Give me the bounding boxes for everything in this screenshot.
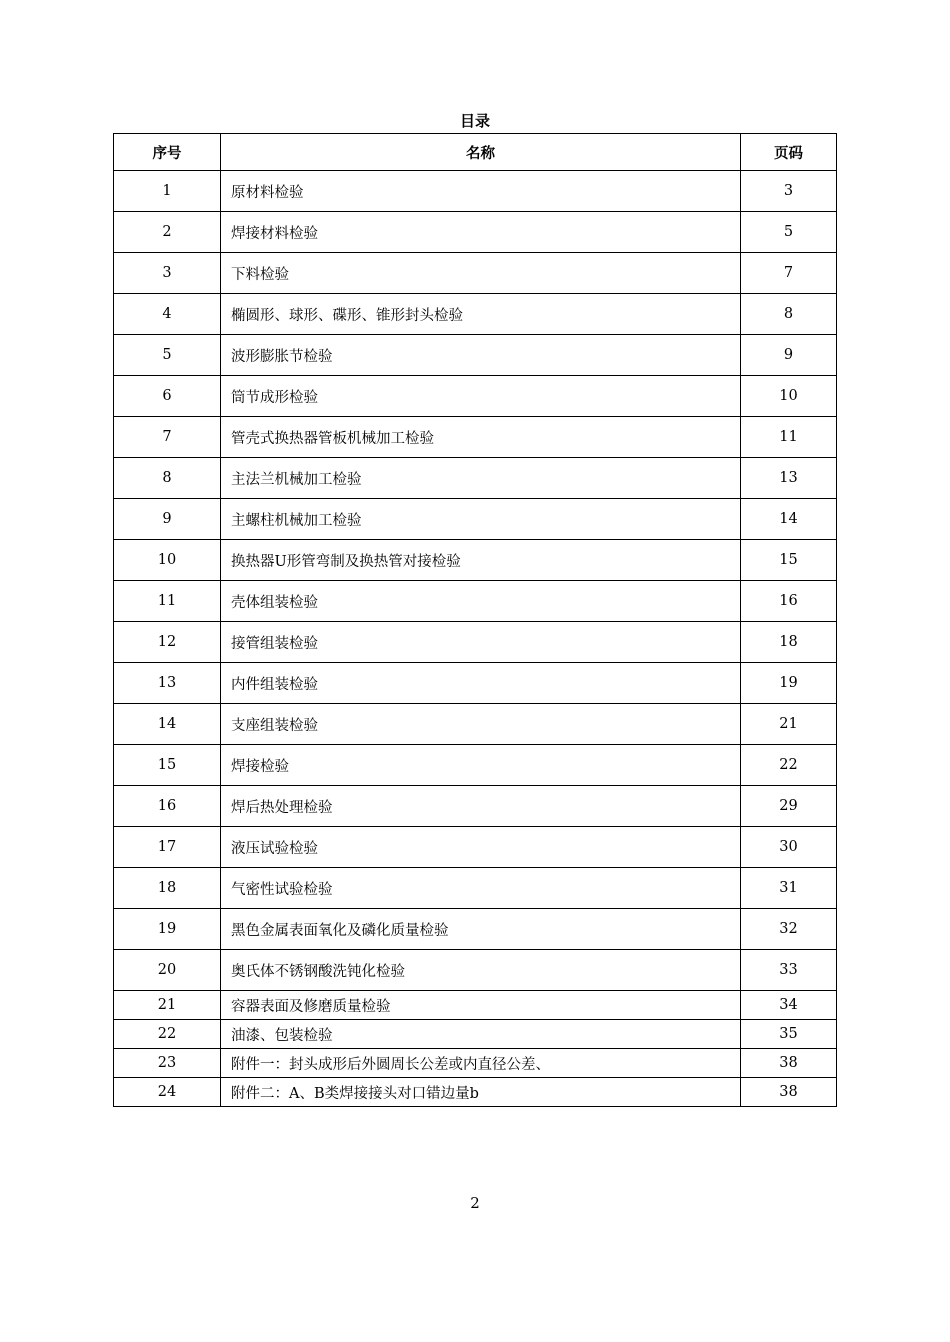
row-page: 16 <box>741 581 837 622</box>
toc-body <box>114 171 837 1107</box>
row-num: 9 <box>114 499 221 540</box>
row-page: 11 <box>741 417 837 458</box>
table-row <box>114 868 837 909</box>
row-name: 换热器U形管弯制及换热管对接检验 <box>221 540 741 581</box>
row-name: 波形膨胀节检验 <box>221 335 741 376</box>
row-name: 油漆、包装检验 <box>221 1020 741 1049</box>
row-page: 14 <box>741 499 837 540</box>
row-page: 19 <box>741 663 837 704</box>
row-name: 主螺柱机械加工检验 <box>221 499 741 540</box>
row-num: 24 <box>114 1078 221 1107</box>
row-page: 10 <box>741 376 837 417</box>
row-name: 主法兰机械加工检验 <box>221 458 741 499</box>
table-row <box>114 704 837 745</box>
table-row <box>114 294 837 335</box>
row-page: 13 <box>741 458 837 499</box>
table-row <box>114 499 837 540</box>
row-name: 液压试验检验 <box>221 827 741 868</box>
row-num: 12 <box>114 622 221 663</box>
row-page: 29 <box>741 786 837 827</box>
row-page: 30 <box>741 827 837 868</box>
toc-header-row <box>114 134 837 171</box>
table-row <box>114 417 837 458</box>
row-page: 9 <box>741 335 837 376</box>
row-page: 22 <box>741 745 837 786</box>
row-num: 21 <box>114 991 221 1020</box>
row-name: 接管组装检验 <box>221 622 741 663</box>
row-num: 22 <box>114 1020 221 1049</box>
row-name: 奥氏体不锈钢酸洗钝化检验 <box>221 950 741 991</box>
table-row <box>114 1020 837 1049</box>
table-row <box>114 458 837 499</box>
row-name: 焊接材料检验 <box>221 212 741 253</box>
row-page: 7 <box>741 253 837 294</box>
table-row <box>114 1049 837 1078</box>
table-row <box>114 1078 837 1107</box>
row-name: 黑色金属表面氧化及磷化质量检验 <box>221 909 741 950</box>
row-num: 13 <box>114 663 221 704</box>
row-name: 壳体组装检验 <box>221 581 741 622</box>
table-row <box>114 253 837 294</box>
row-page: 3 <box>741 171 837 212</box>
table-row <box>114 827 837 868</box>
row-num: 19 <box>114 909 221 950</box>
table-row <box>114 581 837 622</box>
row-name: 焊接检验 <box>221 745 741 786</box>
row-page: 5 <box>741 212 837 253</box>
table-row <box>114 909 837 950</box>
row-page: 33 <box>741 950 837 991</box>
document-title: 目录 <box>459 112 490 130</box>
table-row <box>114 991 837 1020</box>
row-page: 38 <box>741 1049 837 1078</box>
table-row <box>114 335 837 376</box>
row-num: 5 <box>114 335 221 376</box>
row-name: 筒节成形检验 <box>221 376 741 417</box>
table-row <box>114 212 837 253</box>
table-row <box>114 950 837 991</box>
row-num: 8 <box>114 458 221 499</box>
row-page: 34 <box>741 991 837 1020</box>
row-num: 7 <box>114 417 221 458</box>
row-num: 16 <box>114 786 221 827</box>
table-row <box>114 171 837 212</box>
table-row <box>114 540 837 581</box>
row-page: 21 <box>741 704 837 745</box>
row-name: 原材料检验 <box>221 171 741 212</box>
row-page: 38 <box>741 1078 837 1107</box>
row-num: 15 <box>114 745 221 786</box>
row-name: 内件组装检验 <box>221 663 741 704</box>
row-num: 23 <box>114 1049 221 1078</box>
row-num: 18 <box>114 868 221 909</box>
row-name: 管壳式换热器管板机械加工检验 <box>221 417 741 458</box>
row-name: 附件二：A、B类焊接接头对口错边量b <box>221 1078 741 1107</box>
row-num: 6 <box>114 376 221 417</box>
row-page: 18 <box>741 622 837 663</box>
row-name: 下料检验 <box>221 253 741 294</box>
table-row <box>114 786 837 827</box>
row-name: 椭圆形、球形、碟形、锥形封头检验 <box>221 294 741 335</box>
table-row <box>114 376 837 417</box>
header-name: 名称 <box>221 134 741 171</box>
row-num: 14 <box>114 704 221 745</box>
table-row <box>114 663 837 704</box>
row-page: 15 <box>741 540 837 581</box>
row-name: 支座组装检验 <box>221 704 741 745</box>
row-num: 1 <box>114 171 221 212</box>
row-page: 31 <box>741 868 837 909</box>
row-num: 3 <box>114 253 221 294</box>
page-number: 2 <box>470 1194 480 1212</box>
row-num: 20 <box>114 950 221 991</box>
row-num: 4 <box>114 294 221 335</box>
row-name: 附件一：封头成形后外圆周长公差或内直径公差、 <box>221 1049 741 1078</box>
table-row <box>114 622 837 663</box>
toc-table <box>113 133 837 1107</box>
row-num: 2 <box>114 212 221 253</box>
row-name: 气密性试验检验 <box>221 868 741 909</box>
header-page: 页码 <box>741 134 837 171</box>
row-num: 10 <box>114 540 221 581</box>
row-num: 11 <box>114 581 221 622</box>
row-name: 容器表面及修磨质量检验 <box>221 991 741 1020</box>
row-name: 焊后热处理检验 <box>221 786 741 827</box>
row-num: 17 <box>114 827 221 868</box>
table-row <box>114 745 837 786</box>
row-page: 35 <box>741 1020 837 1049</box>
row-page: 32 <box>741 909 837 950</box>
header-num: 序号 <box>114 134 221 171</box>
row-page: 8 <box>741 294 837 335</box>
